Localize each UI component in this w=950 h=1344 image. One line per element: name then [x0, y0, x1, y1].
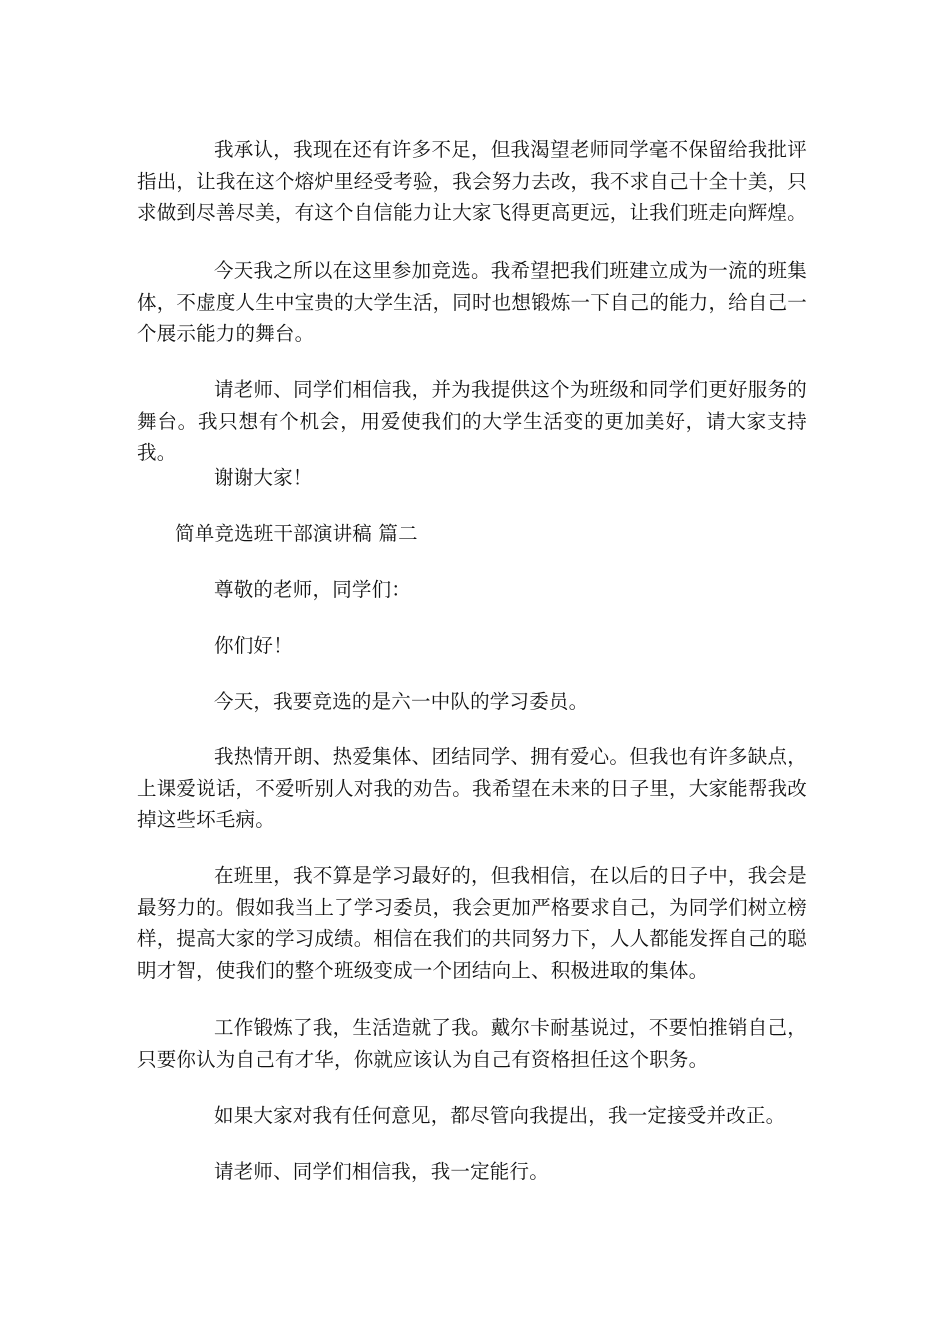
paragraph-work-life: 工作锻炼了我，生活造就了我。戴尔卡耐基说过，不要怕推销自己，只要你认为自己有才华，你就应该认为自己有资格担任这个职务。 — [137, 1016, 807, 1071]
paragraph-thanks: 谢谢大家！ — [214, 466, 313, 489]
paragraph-request-support: 请老师、同学们相信我，并为我提供这个为班级和同学们更好服务的舞台。我只想有个机会，用爱使我们的大学生活变的更加美好，请大家支持我。 — [137, 378, 807, 464]
paragraph-personality: 我热情开朗、热爱集体、团结同学、拥有爱心。但我也有许多缺点，上课爱说话，不爱听别人对我的劝告。我希望在未来的日子里，大家能帮我改掉这些坏毛病。 — [137, 745, 807, 831]
paragraph-salutation: 尊敬的老师，同学们： — [214, 578, 412, 601]
section-heading: 简单竞选班干部演讲稿 篇二 — [175, 522, 418, 545]
paragraph-position: 今天，我要竞选的是六一中队的学习委员。 — [214, 690, 589, 713]
paragraph-self-assessment: 我承认，我现在还有许多不足，但我渴望老师同学毫不保留给我批评指出，让我在这个熔炉里经受考验，我会努力去改，我不求自己十全十美，只求做到尽善尽美，有这个自信能力让大家飞得更高更远，让我们班走向辉煌。 — [137, 138, 807, 224]
paragraph-reason-for-running: 今天我之所以在这里参加竞选。我希望把我们班建立成为一流的班集体，不虚度人生中宝贵的大学生活，同时也想锻炼一下自己的能力，给自己一个展示能力的舞台。 — [137, 259, 807, 345]
paragraph-closing: 请老师、同学们相信我，我一定能行。 — [214, 1160, 549, 1183]
paragraph-greeting: 你们好！ — [214, 634, 293, 657]
paragraph-commitment: 在班里，我不算是学习最好的，但我相信，在以后的日子中，我会是最努力的。假如我当上了学习委员，我会更加严格要求自己，为同学们树立榜样，提高大家的学习成绩。相信在我们的共同努力下，人人都能发挥自己的聪明才智，使我们的整个班级变成一个团结向上、积极进取的集体。 — [137, 864, 807, 982]
paragraph-feedback: 如果大家对我有任何意见，都尽管向我提出，我一定接受并改正。 — [214, 1104, 786, 1127]
